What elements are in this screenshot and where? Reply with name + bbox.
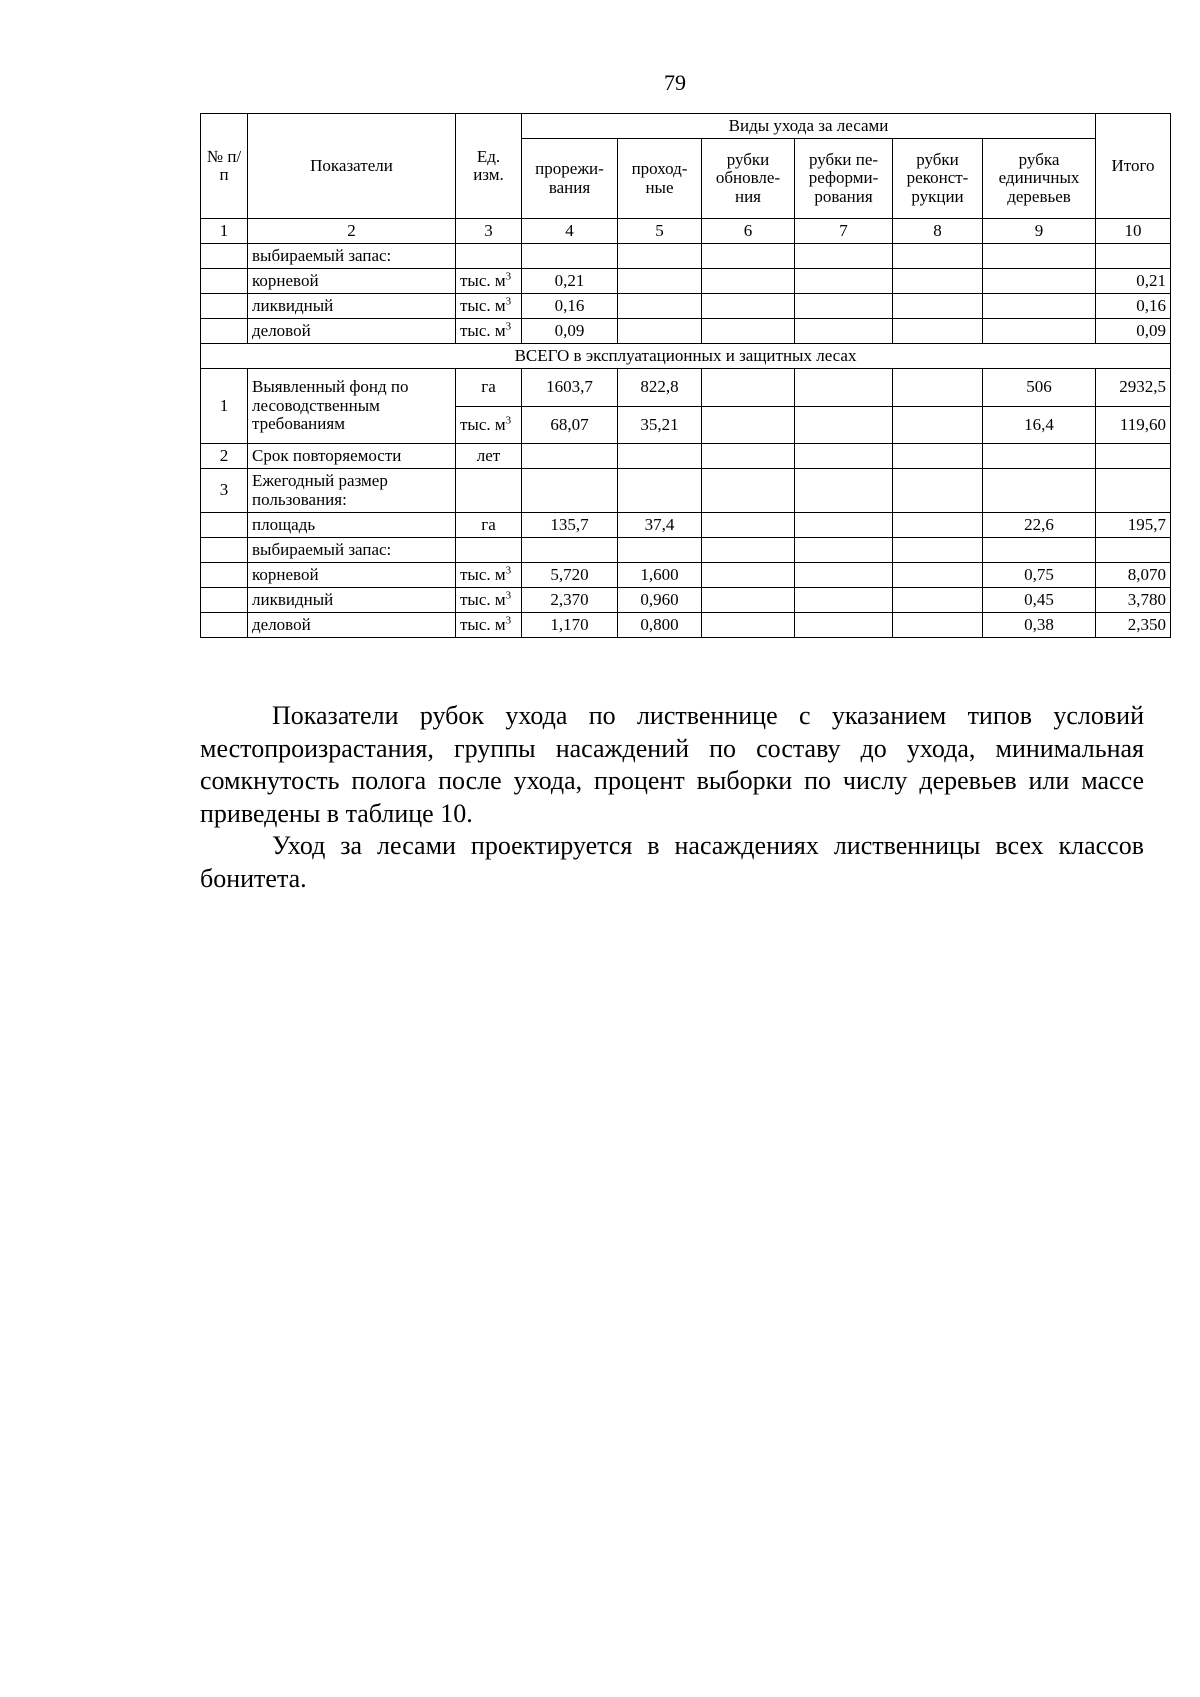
table-cell: 135,7 [522,513,618,538]
column-number: 3 [456,219,522,244]
table-cell [795,319,893,344]
table-row [201,588,1171,613]
table-cell [1096,244,1171,269]
table-cell: 37,4 [618,513,702,538]
forest-care-table [200,113,1171,638]
unit-cell: тыс. $м^3$ [456,319,522,344]
table-cell: 0,38 [983,613,1096,638]
table-cell [893,269,983,294]
header-num: № п/п [201,114,248,219]
column-number: 2 [248,219,456,244]
table-cell: 2,350 [1096,613,1171,638]
row-number: 2 [201,444,248,469]
table-row [201,444,1171,469]
table-cell [702,538,795,563]
table-cell: 22,6 [983,513,1096,538]
unit-cell: тыс. $м^3$ [456,407,522,444]
table-row [201,538,1171,563]
section-title: ВСЕГО в эксплуатационных и защитных лесах [201,344,1171,369]
table-cell [795,513,893,538]
header-type-thinning: прорежи- вания [522,139,618,219]
row-label: деловой [248,613,456,638]
table-cell: 822,8 [618,369,702,407]
row-label: площадь [248,513,456,538]
table-cell [702,269,795,294]
row-label: Ежегодный размер пользования: [248,469,456,513]
row-label: корневой [248,269,456,294]
unit-cell: тыс. $м^3$ [456,588,522,613]
table-cell: 1603,7 [522,369,618,407]
column-number: 1 [201,219,248,244]
table-cell [618,538,702,563]
header-type-reconstruction: рубки реконст- рукции [893,139,983,219]
table-cell [795,563,893,588]
table-cell: 3,780 [1096,588,1171,613]
table-cell [983,294,1096,319]
column-number: 7 [795,219,893,244]
table-cell: 0,800 [618,613,702,638]
table-cell [618,244,702,269]
table-cell [702,319,795,344]
table-cell: 0,960 [618,588,702,613]
row-label: Срок повторяемости [248,444,456,469]
header-unit: Ед. изм. [456,114,522,219]
table-cell [893,244,983,269]
table-cell [893,613,983,638]
table-cell [618,294,702,319]
table-cell: 8,070 [1096,563,1171,588]
table-cell [702,613,795,638]
table-cell [702,369,795,407]
table-row [201,513,1171,538]
table-cell [893,407,983,444]
header-type-passage: проход- ные [618,139,702,219]
table-cell [893,319,983,344]
table-cell: 2,370 [522,588,618,613]
column-number: 9 [983,219,1096,244]
table-cell [702,588,795,613]
table-cell [795,613,893,638]
column-number: 8 [893,219,983,244]
unit-cell: тыс. $м^3$ [456,563,522,588]
table-cell [618,269,702,294]
table-row [201,244,1171,269]
header-total: Итого [1096,114,1171,219]
row-label: деловой [248,319,456,344]
table-row [201,294,1171,319]
table-cell [795,369,893,407]
column-number: 10 [1096,219,1171,244]
table-cell: 0,16 [1096,294,1171,319]
page-number: 79 [664,70,686,95]
row-label: ликвидный [248,588,456,613]
header-type-reformation: рубки пе- реформи- рования [795,139,893,219]
table-cell [522,538,618,563]
row-label: выбираемый запас: [248,244,456,269]
table-row [201,269,1171,294]
table-cell [618,319,702,344]
table-cell: 5,720 [522,563,618,588]
table-cell: 0,75 [983,563,1096,588]
table-row [201,469,1171,513]
header-indicators: Показатели [248,114,456,219]
row-label: ликвидный [248,294,456,319]
table-row [201,369,1171,407]
header-type-single-tree: рубка единичных деревьев [983,139,1096,219]
table-cell: 119,60 [1096,407,1171,444]
table-cell [893,563,983,588]
table-cell [795,407,893,444]
table-row [201,319,1171,344]
header-care-types-group: Виды ухода за лесами [522,114,1096,139]
header-type-renewal: рубки обновле- ния [702,139,795,219]
table-cell: 195,7 [1096,513,1171,538]
table-cell [702,513,795,538]
table-cell [702,563,795,588]
column-number: 5 [618,219,702,244]
table-cell [702,407,795,444]
paragraph: Показатели рубок ухода по лиственнице с указанием типов условий местопроизрастания, группы насаждений по составу до ухода, минимальная сомкнутость полога после ухода, процент выборки по числу деревьев или массе приведены в таблице 10. [200,701,1144,828]
table-row [201,613,1171,638]
table-cell [795,538,893,563]
table-cell: 0,21 [522,269,618,294]
table-cell [893,369,983,407]
table-cell [795,294,893,319]
table-cell [795,244,893,269]
table-cell: 0,16 [522,294,618,319]
table-cell: 0,21 [1096,269,1171,294]
table-cell [522,244,618,269]
table-cell [983,319,1096,344]
table-cell [893,588,983,613]
table-cell [702,244,795,269]
table-cell [702,294,795,319]
table-cell [795,588,893,613]
column-numbers-row [201,219,1171,244]
unit-cell: лет [456,444,522,469]
table-cell [983,538,1096,563]
table-cell: 16,4 [983,407,1096,444]
table-cell: 1,170 [522,613,618,638]
unit-cell: тыс. $м^3$ [456,294,522,319]
table-cell: 0,09 [522,319,618,344]
table-row [201,563,1171,588]
paragraph: Уход за лесами проектируется в насаждениях лиственницы всех классов бонитета. [200,831,1144,893]
row-label: корневой [248,563,456,588]
table-cell [893,538,983,563]
table-cell: 0,09 [1096,319,1171,344]
body-text [200,700,1144,895]
unit-cell: тыс. $м^3$ [456,269,522,294]
table-cell [893,294,983,319]
table-cell: 0,45 [983,588,1096,613]
table-cell: 68,07 [522,407,618,444]
column-number: 6 [702,219,795,244]
unit-cell: тыс. $м^3$ [456,613,522,638]
row-number: 3 [201,469,248,513]
table-cell [1096,538,1171,563]
row-number: 1 [201,369,248,444]
unit-cell: га [456,369,522,407]
table-cell: 1,600 [618,563,702,588]
table-cell: 35,21 [618,407,702,444]
row-label: выбираемый запас: [248,538,456,563]
row-label: Выявленный фонд по лесоводственным требованиям [248,369,456,444]
table-cell [983,269,1096,294]
column-number: 4 [522,219,618,244]
table-cell [983,244,1096,269]
table-cell: 2932,5 [1096,369,1171,407]
table-cell [795,269,893,294]
unit-cell: га [456,513,522,538]
table-cell [893,513,983,538]
table-cell: 506 [983,369,1096,407]
